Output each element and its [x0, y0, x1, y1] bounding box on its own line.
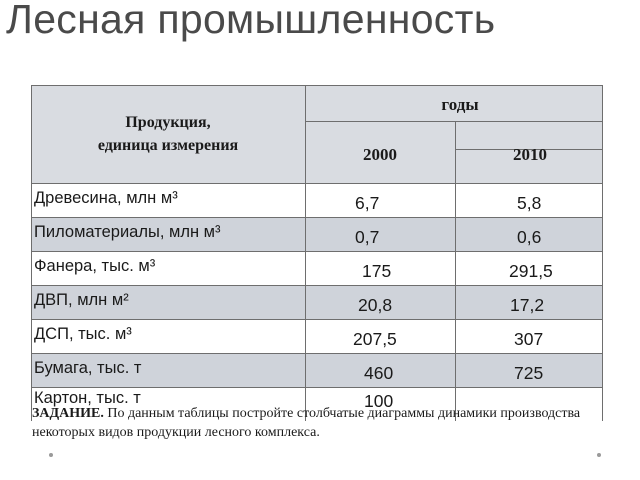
column-divider: [305, 85, 306, 421]
row-label: ДСП, тыс. м³: [34, 325, 132, 343]
value-2000: 20,8: [358, 295, 393, 315]
page-title: Лесная промышленность: [6, 0, 496, 42]
task-text: [32, 404, 592, 442]
value-2010: 5,8: [517, 193, 542, 213]
value-2000: 460: [364, 363, 394, 383]
row-divider: [31, 353, 603, 354]
row-label: Фанера, тыс. м³: [34, 257, 156, 275]
row-divider: [31, 319, 603, 320]
header-years: годы: [441, 95, 479, 114]
value-2000: 100: [364, 391, 394, 411]
row-label: ДВП, млн м²: [34, 291, 129, 309]
slide-decoration-dot: [49, 453, 53, 457]
row-divider: [31, 217, 305, 218]
row-label: Картон, тыс. т: [34, 389, 141, 407]
value-2010: 291,5: [509, 261, 553, 281]
row-divider: [305, 217, 603, 218]
value-2010: 0,6: [517, 227, 542, 247]
value-2000: 0,7: [355, 227, 380, 247]
column-divider: [455, 121, 456, 421]
row-divider: [31, 251, 603, 252]
value-2010: 725: [514, 363, 544, 383]
value-2010: 17,2: [510, 295, 545, 315]
task-label: ЗАДАНИЕ.: [32, 406, 104, 421]
table-border: [31, 85, 32, 421]
row-label: Бумага, тыс. т: [34, 359, 142, 377]
header-divider: [31, 183, 603, 184]
header-divider: [305, 121, 603, 122]
task-body: По данным таблицы постройте столбчатые диаграммы динамики производства некоторых видов продукции лесного комплекса.: [32, 406, 581, 440]
row-label: Древесина, млн м³: [34, 189, 178, 207]
value-2000: 175: [362, 261, 392, 281]
header-year-2000: 2000: [363, 145, 397, 164]
slide-decoration-dot: [597, 453, 601, 457]
table-border: [602, 85, 603, 421]
row-divider: [31, 387, 603, 388]
header-year-2010: 2010: [513, 145, 547, 164]
value-2010: 307: [514, 329, 544, 349]
header-product-line2: единица измерения: [97, 137, 239, 154]
row-divider: [31, 285, 603, 286]
value-2000: 207,5: [353, 329, 397, 349]
header-product-line1: Продукция,: [125, 114, 211, 131]
table-header-bg: [31, 85, 603, 184]
value-2000: 6,7: [355, 193, 380, 213]
table-border: [31, 85, 603, 86]
row-label: Пиломатериалы, млн м³: [34, 223, 221, 241]
